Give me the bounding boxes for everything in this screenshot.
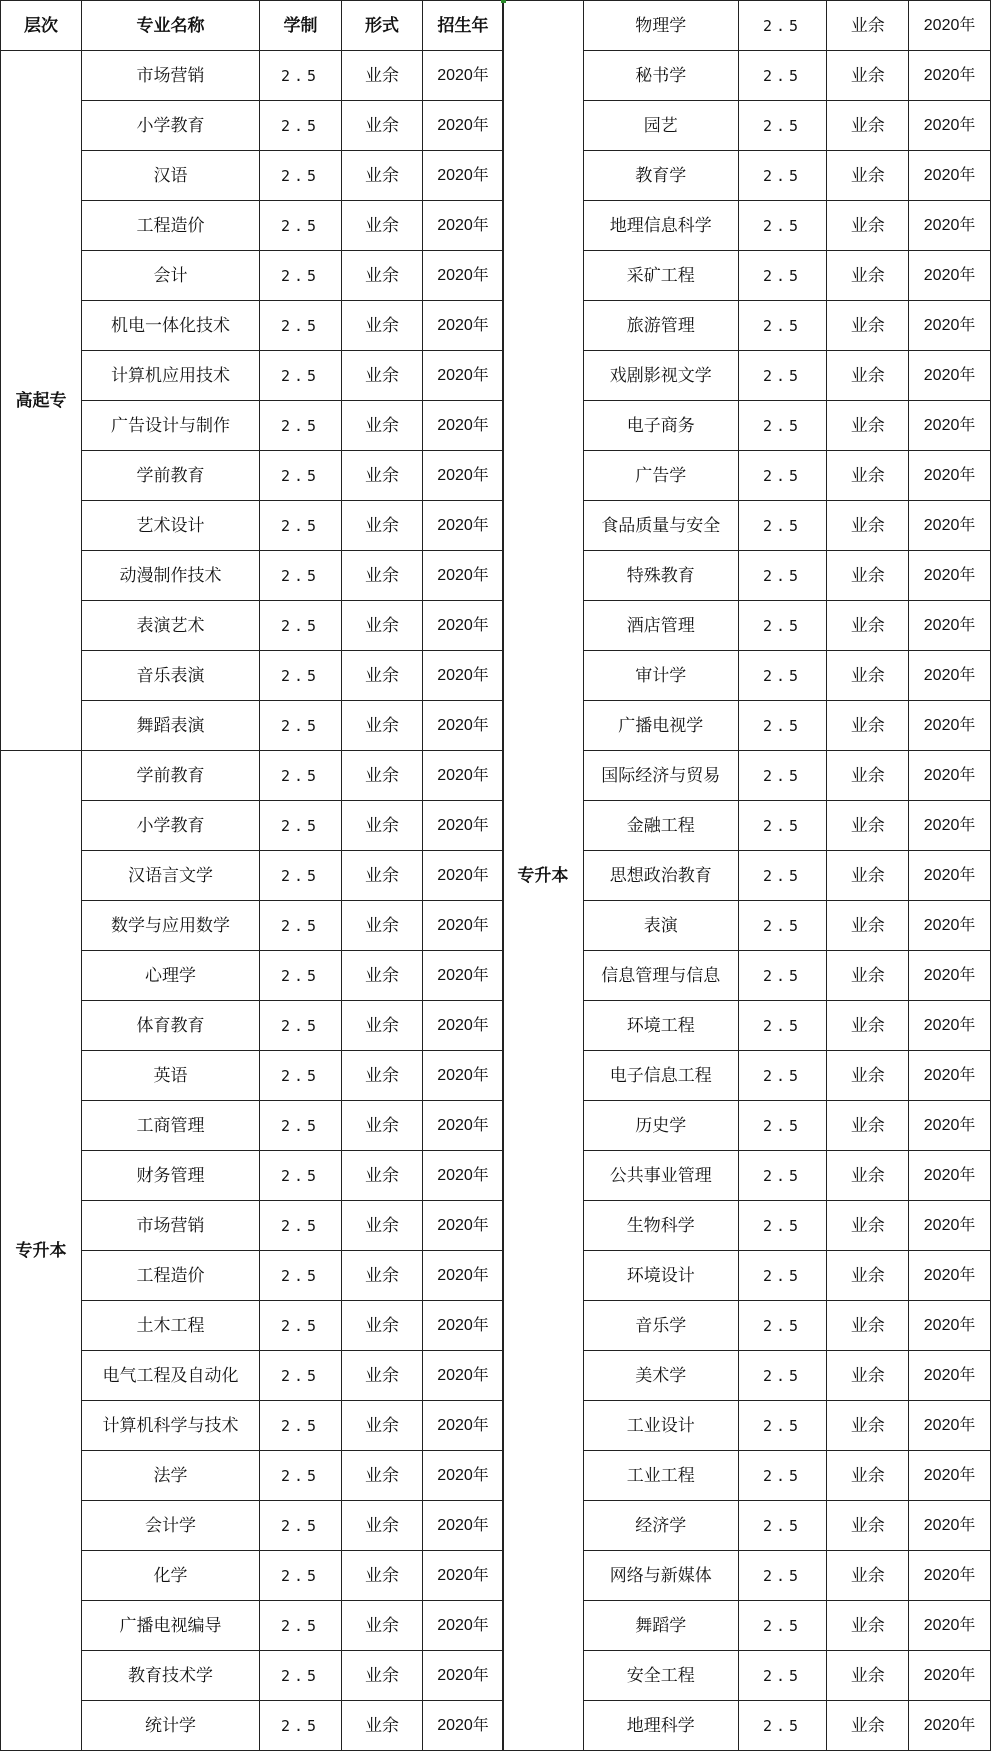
enroll-year: 2020年 xyxy=(909,1451,991,1501)
study-form: 业余 xyxy=(827,1401,909,1451)
major-name: 戏剧影视文学 xyxy=(583,351,738,401)
duration: 2.5 xyxy=(738,1201,827,1251)
duration: 2.5 xyxy=(260,401,342,451)
major-name: 汉语 xyxy=(82,151,260,201)
study-form: 业余 xyxy=(827,151,909,201)
major-name: 物理学 xyxy=(583,1,738,51)
duration: 2.5 xyxy=(260,1601,342,1651)
major-name: 心理学 xyxy=(82,951,260,1001)
major-name: 市场营销 xyxy=(82,51,260,101)
major-name: 土木工程 xyxy=(82,1301,260,1351)
major-name: 音乐表演 xyxy=(82,651,260,701)
major-name: 秘书学 xyxy=(583,51,738,101)
study-form: 业余 xyxy=(827,201,909,251)
study-form: 业余 xyxy=(827,1101,909,1151)
enroll-year: 2020年 xyxy=(423,551,504,601)
duration: 2.5 xyxy=(260,551,342,601)
enroll-year: 2020年 xyxy=(909,1001,991,1051)
duration: 2.5 xyxy=(260,151,342,201)
duration: 2.5 xyxy=(738,301,827,351)
enroll-year: 2020年 xyxy=(423,51,504,101)
duration: 2.5 xyxy=(260,1501,342,1551)
major-name: 旅游管理 xyxy=(583,301,738,351)
study-form: 业余 xyxy=(827,1701,909,1751)
duration: 2.5 xyxy=(260,251,342,301)
enroll-year: 2020年 xyxy=(423,1201,504,1251)
study-form: 业余 xyxy=(827,1301,909,1351)
enroll-year: 2020年 xyxy=(423,401,504,451)
duration: 2.5 xyxy=(260,951,342,1001)
duration: 2.5 xyxy=(738,1451,827,1501)
enroll-year: 2020年 xyxy=(909,1051,991,1101)
enroll-year: 2020年 xyxy=(909,1251,991,1301)
study-form: 业余 xyxy=(827,901,909,951)
enroll-year: 2020年 xyxy=(423,601,504,651)
major-name: 电气工程及自动化 xyxy=(82,1351,260,1401)
duration: 2.5 xyxy=(260,1001,342,1051)
study-form: 业余 xyxy=(342,1351,423,1401)
enroll-year: 2020年 xyxy=(423,751,504,801)
major-name: 公共事业管理 xyxy=(583,1151,738,1201)
major-name: 音乐学 xyxy=(583,1301,738,1351)
enroll-year: 2020年 xyxy=(909,1201,991,1251)
enroll-year: 2020年 xyxy=(909,1101,991,1151)
duration: 2.5 xyxy=(260,701,342,751)
major-name: 艺术设计 xyxy=(82,501,260,551)
duration: 2.5 xyxy=(738,1151,827,1201)
major-name: 金融工程 xyxy=(583,801,738,851)
study-form: 业余 xyxy=(827,1551,909,1601)
enroll-year: 2020年 xyxy=(423,1301,504,1351)
duration: 2.5 xyxy=(738,1301,827,1351)
duration: 2.5 xyxy=(738,1351,827,1401)
study-form: 业余 xyxy=(342,851,423,901)
enroll-year: 2020年 xyxy=(909,301,991,351)
enroll-year: 2020年 xyxy=(909,401,991,451)
major-name: 工商管理 xyxy=(82,1101,260,1151)
enroll-year: 2020年 xyxy=(909,751,991,801)
enroll-year: 2020年 xyxy=(423,1001,504,1051)
study-form: 业余 xyxy=(827,1351,909,1401)
major-name: 机电一体化技术 xyxy=(82,301,260,351)
enroll-year: 2020年 xyxy=(909,851,991,901)
duration: 2.5 xyxy=(738,551,827,601)
major-name: 化学 xyxy=(82,1551,260,1601)
enroll-year: 2020年 xyxy=(909,551,991,601)
enroll-year: 2020年 xyxy=(423,1101,504,1151)
enroll-year: 2020年 xyxy=(423,101,504,151)
duration: 2.5 xyxy=(738,501,827,551)
major-name: 教育技术学 xyxy=(82,1651,260,1701)
enroll-year: 2020年 xyxy=(909,51,991,101)
enroll-year: 2020年 xyxy=(909,1551,991,1601)
study-form: 业余 xyxy=(342,1151,423,1201)
major-name: 小学教育 xyxy=(82,101,260,151)
duration: 2.5 xyxy=(738,1051,827,1101)
major-name: 国际经济与贸易 xyxy=(583,751,738,801)
study-form: 业余 xyxy=(342,1651,423,1701)
study-form: 业余 xyxy=(827,551,909,601)
study-form: 业余 xyxy=(827,751,909,801)
enroll-year: 2020年 xyxy=(423,901,504,951)
table-row xyxy=(1,51,504,101)
study-form: 业余 xyxy=(827,401,909,451)
enroll-year: 2020年 xyxy=(423,651,504,701)
enroll-year: 2020年 xyxy=(423,151,504,201)
study-form: 业余 xyxy=(342,1301,423,1351)
study-form: 业余 xyxy=(827,851,909,901)
enroll-year: 2020年 xyxy=(909,1,991,51)
duration: 2.5 xyxy=(738,1251,827,1301)
study-form: 业余 xyxy=(827,1601,909,1651)
study-form: 业余 xyxy=(342,551,423,601)
enroll-year: 2020年 xyxy=(423,951,504,1001)
major-name: 表演艺术 xyxy=(82,601,260,651)
study-form: 业余 xyxy=(342,901,423,951)
enroll-year: 2020年 xyxy=(423,1651,504,1701)
major-name: 广告学 xyxy=(583,451,738,501)
major-name: 采矿工程 xyxy=(583,251,738,301)
study-form: 业余 xyxy=(827,1051,909,1101)
duration: 2.5 xyxy=(738,1001,827,1051)
duration: 2.5 xyxy=(738,851,827,901)
duration: 2.5 xyxy=(260,451,342,501)
duration: 2.5 xyxy=(260,1701,342,1751)
major-name: 广告设计与制作 xyxy=(82,401,260,451)
enroll-year: 2020年 xyxy=(909,351,991,401)
study-form: 业余 xyxy=(342,301,423,351)
study-form: 业余 xyxy=(827,451,909,501)
enroll-year: 2020年 xyxy=(909,1401,991,1451)
study-form: 业余 xyxy=(342,351,423,401)
major-name: 广播电视编导 xyxy=(82,1601,260,1651)
major-name: 学前教育 xyxy=(82,451,260,501)
major-name: 特殊教育 xyxy=(583,551,738,601)
study-form: 业余 xyxy=(342,701,423,751)
duration: 2.5 xyxy=(738,51,827,101)
major-name: 生物科学 xyxy=(583,1201,738,1251)
major-name: 信息管理与信息 xyxy=(583,951,738,1001)
level-zhuanshengben: 专升本 xyxy=(1,751,82,1751)
duration: 2.5 xyxy=(738,1101,827,1151)
duration: 2.5 xyxy=(738,1,827,51)
duration: 2.5 xyxy=(260,801,342,851)
enroll-year: 2020年 xyxy=(909,1701,991,1751)
enroll-year: 2020年 xyxy=(423,201,504,251)
study-form: 业余 xyxy=(827,251,909,301)
major-name: 工程造价 xyxy=(82,201,260,251)
duration: 2.5 xyxy=(260,301,342,351)
study-form: 业余 xyxy=(342,401,423,451)
major-name: 地理信息科学 xyxy=(583,201,738,251)
study-form: 业余 xyxy=(342,501,423,551)
enroll-year: 2020年 xyxy=(423,1351,504,1401)
duration: 2.5 xyxy=(260,1251,342,1301)
duration: 2.5 xyxy=(260,851,342,901)
duration: 2.5 xyxy=(260,1651,342,1701)
study-form: 业余 xyxy=(342,201,423,251)
enroll-year: 2020年 xyxy=(909,1651,991,1701)
level-zhuanshengben-right: 专升本 xyxy=(503,1,584,1751)
duration: 2.5 xyxy=(738,1701,827,1751)
study-form: 业余 xyxy=(342,1051,423,1101)
cell-corner-marker xyxy=(501,0,506,3)
enroll-year: 2020年 xyxy=(909,651,991,701)
enroll-year: 2020年 xyxy=(909,251,991,301)
duration: 2.5 xyxy=(260,1351,342,1401)
level-gaoqizhuan: 高起专 xyxy=(1,51,82,751)
study-form: 业余 xyxy=(827,1501,909,1551)
study-form: 业余 xyxy=(342,951,423,1001)
enroll-year: 2020年 xyxy=(423,1051,504,1101)
study-form: 业余 xyxy=(342,1701,423,1751)
study-form: 业余 xyxy=(827,1201,909,1251)
major-name: 会计 xyxy=(82,251,260,301)
major-name: 安全工程 xyxy=(583,1651,738,1701)
major-name: 审计学 xyxy=(583,651,738,701)
study-form: 业余 xyxy=(827,651,909,701)
duration: 2.5 xyxy=(260,1051,342,1101)
enroll-year: 2020年 xyxy=(423,351,504,401)
study-form: 业余 xyxy=(342,151,423,201)
header-row xyxy=(1,1,504,51)
duration: 2.5 xyxy=(738,651,827,701)
duration: 2.5 xyxy=(738,1501,827,1551)
enroll-year: 2020年 xyxy=(423,1501,504,1551)
enroll-year: 2020年 xyxy=(423,851,504,901)
major-name: 酒店管理 xyxy=(583,601,738,651)
major-name: 环境工程 xyxy=(583,1001,738,1051)
major-name: 电子商务 xyxy=(583,401,738,451)
enroll-year: 2020年 xyxy=(909,1301,991,1351)
duration: 2.5 xyxy=(260,751,342,801)
enroll-year: 2020年 xyxy=(909,701,991,751)
duration: 2.5 xyxy=(738,351,827,401)
header-form: 形式 xyxy=(342,1,423,51)
enroll-year: 2020年 xyxy=(423,801,504,851)
major-name: 会计学 xyxy=(82,1501,260,1551)
study-form: 业余 xyxy=(342,1201,423,1251)
study-form: 业余 xyxy=(342,101,423,151)
duration: 2.5 xyxy=(738,451,827,501)
major-name: 舞蹈学 xyxy=(583,1601,738,1651)
duration: 2.5 xyxy=(738,601,827,651)
enroll-year: 2020年 xyxy=(909,951,991,1001)
major-name: 财务管理 xyxy=(82,1151,260,1201)
study-form: 业余 xyxy=(342,651,423,701)
enroll-year: 2020年 xyxy=(423,1551,504,1601)
duration: 2.5 xyxy=(738,101,827,151)
enroll-year: 2020年 xyxy=(909,801,991,851)
major-name: 经济学 xyxy=(583,1501,738,1551)
duration: 2.5 xyxy=(260,1451,342,1501)
study-form: 业余 xyxy=(342,51,423,101)
study-form: 业余 xyxy=(827,1651,909,1701)
study-form: 业余 xyxy=(827,1001,909,1051)
table-row xyxy=(503,1,991,51)
major-name: 美术学 xyxy=(583,1351,738,1401)
major-name: 动漫制作技术 xyxy=(82,551,260,601)
major-name: 广播电视学 xyxy=(583,701,738,751)
study-form: 业余 xyxy=(342,1451,423,1501)
duration: 2.5 xyxy=(738,1601,827,1651)
major-name: 网络与新媒体 xyxy=(583,1551,738,1601)
duration: 2.5 xyxy=(260,351,342,401)
major-name: 思想政治教育 xyxy=(583,851,738,901)
study-form: 业余 xyxy=(827,1251,909,1301)
duration: 2.5 xyxy=(260,601,342,651)
duration: 2.5 xyxy=(738,1401,827,1451)
major-name: 数学与应用数学 xyxy=(82,901,260,951)
study-form: 业余 xyxy=(827,101,909,151)
enroll-year: 2020年 xyxy=(423,301,504,351)
study-form: 业余 xyxy=(342,1401,423,1451)
major-name: 舞蹈表演 xyxy=(82,701,260,751)
duration: 2.5 xyxy=(260,51,342,101)
duration: 2.5 xyxy=(738,751,827,801)
duration: 2.5 xyxy=(260,901,342,951)
study-form: 业余 xyxy=(342,801,423,851)
major-name: 教育学 xyxy=(583,151,738,201)
duration: 2.5 xyxy=(738,951,827,1001)
duration: 2.5 xyxy=(738,201,827,251)
enroll-year: 2020年 xyxy=(423,501,504,551)
enroll-year: 2020年 xyxy=(423,1701,504,1751)
enroll-year: 2020年 xyxy=(909,901,991,951)
study-form: 业余 xyxy=(342,1551,423,1601)
duration: 2.5 xyxy=(738,251,827,301)
study-form: 业余 xyxy=(827,51,909,101)
duration: 2.5 xyxy=(738,1551,827,1601)
study-form: 业余 xyxy=(342,451,423,501)
major-name: 食品质量与安全 xyxy=(583,501,738,551)
enroll-year: 2020年 xyxy=(909,101,991,151)
study-form: 业余 xyxy=(342,751,423,801)
major-name: 园艺 xyxy=(583,101,738,151)
study-form: 业余 xyxy=(342,1601,423,1651)
study-form: 业余 xyxy=(827,601,909,651)
header-major: 专业名称 xyxy=(82,1,260,51)
study-form: 业余 xyxy=(342,251,423,301)
table-row xyxy=(1,751,504,801)
major-name: 英语 xyxy=(82,1051,260,1101)
study-form: 业余 xyxy=(827,1451,909,1501)
major-name: 计算机科学与技术 xyxy=(82,1401,260,1451)
enroll-year: 2020年 xyxy=(909,151,991,201)
major-name: 计算机应用技术 xyxy=(82,351,260,401)
duration: 2.5 xyxy=(738,151,827,201)
enroll-year: 2020年 xyxy=(423,1151,504,1201)
major-name: 环境设计 xyxy=(583,1251,738,1301)
study-form: 业余 xyxy=(827,951,909,1001)
major-name: 工业工程 xyxy=(583,1451,738,1501)
major-name: 学前教育 xyxy=(82,751,260,801)
study-form: 业余 xyxy=(827,501,909,551)
study-form: 业余 xyxy=(342,601,423,651)
enroll-year: 2020年 xyxy=(423,1251,504,1301)
enroll-year: 2020年 xyxy=(423,251,504,301)
major-name: 地理科学 xyxy=(583,1701,738,1751)
major-name: 体育教育 xyxy=(82,1001,260,1051)
duration: 2.5 xyxy=(738,701,827,751)
major-name: 电子信息工程 xyxy=(583,1051,738,1101)
enroll-year: 2020年 xyxy=(423,701,504,751)
major-name: 工业设计 xyxy=(583,1401,738,1451)
duration: 2.5 xyxy=(260,501,342,551)
enroll-year: 2020年 xyxy=(909,501,991,551)
major-name: 市场营销 xyxy=(82,1201,260,1251)
duration: 2.5 xyxy=(260,1151,342,1201)
enroll-year: 2020年 xyxy=(423,1451,504,1501)
major-name: 法学 xyxy=(82,1451,260,1501)
enroll-year: 2020年 xyxy=(909,1351,991,1401)
study-form: 业余 xyxy=(342,1251,423,1301)
duration: 2.5 xyxy=(260,1201,342,1251)
major-name: 表演 xyxy=(583,901,738,951)
duration: 2.5 xyxy=(260,1101,342,1151)
right-major-table xyxy=(502,0,991,1751)
study-form: 业余 xyxy=(827,1,909,51)
duration: 2.5 xyxy=(738,401,827,451)
duration: 2.5 xyxy=(260,201,342,251)
study-form: 业余 xyxy=(827,301,909,351)
duration: 2.5 xyxy=(738,801,827,851)
duration: 2.5 xyxy=(260,1401,342,1451)
header-duration: 学制 xyxy=(260,1,342,51)
enroll-year: 2020年 xyxy=(909,451,991,501)
study-form: 业余 xyxy=(827,1151,909,1201)
study-form: 业余 xyxy=(827,801,909,851)
major-name: 小学教育 xyxy=(82,801,260,851)
enroll-year: 2020年 xyxy=(909,1151,991,1201)
duration: 2.5 xyxy=(260,651,342,701)
enroll-year: 2020年 xyxy=(909,1501,991,1551)
study-form: 业余 xyxy=(827,701,909,751)
study-form: 业余 xyxy=(342,1501,423,1551)
enroll-year: 2020年 xyxy=(909,1601,991,1651)
major-name: 历史学 xyxy=(583,1101,738,1151)
enroll-year: 2020年 xyxy=(423,1401,504,1451)
duration: 2.5 xyxy=(738,901,827,951)
major-name: 统计学 xyxy=(82,1701,260,1751)
study-form: 业余 xyxy=(342,1101,423,1151)
enroll-year: 2020年 xyxy=(423,1601,504,1651)
header-level: 层次 xyxy=(1,1,82,51)
duration: 2.5 xyxy=(260,1301,342,1351)
study-form: 业余 xyxy=(342,1001,423,1051)
header-year: 招生年 xyxy=(423,1,504,51)
major-name: 工程造价 xyxy=(82,1251,260,1301)
enroll-year: 2020年 xyxy=(909,601,991,651)
duration: 2.5 xyxy=(260,101,342,151)
enroll-year: 2020年 xyxy=(423,451,504,501)
duration: 2.5 xyxy=(260,1551,342,1601)
study-form: 业余 xyxy=(827,351,909,401)
duration: 2.5 xyxy=(738,1651,827,1701)
enroll-year: 2020年 xyxy=(909,201,991,251)
major-name: 汉语言文学 xyxy=(82,851,260,901)
